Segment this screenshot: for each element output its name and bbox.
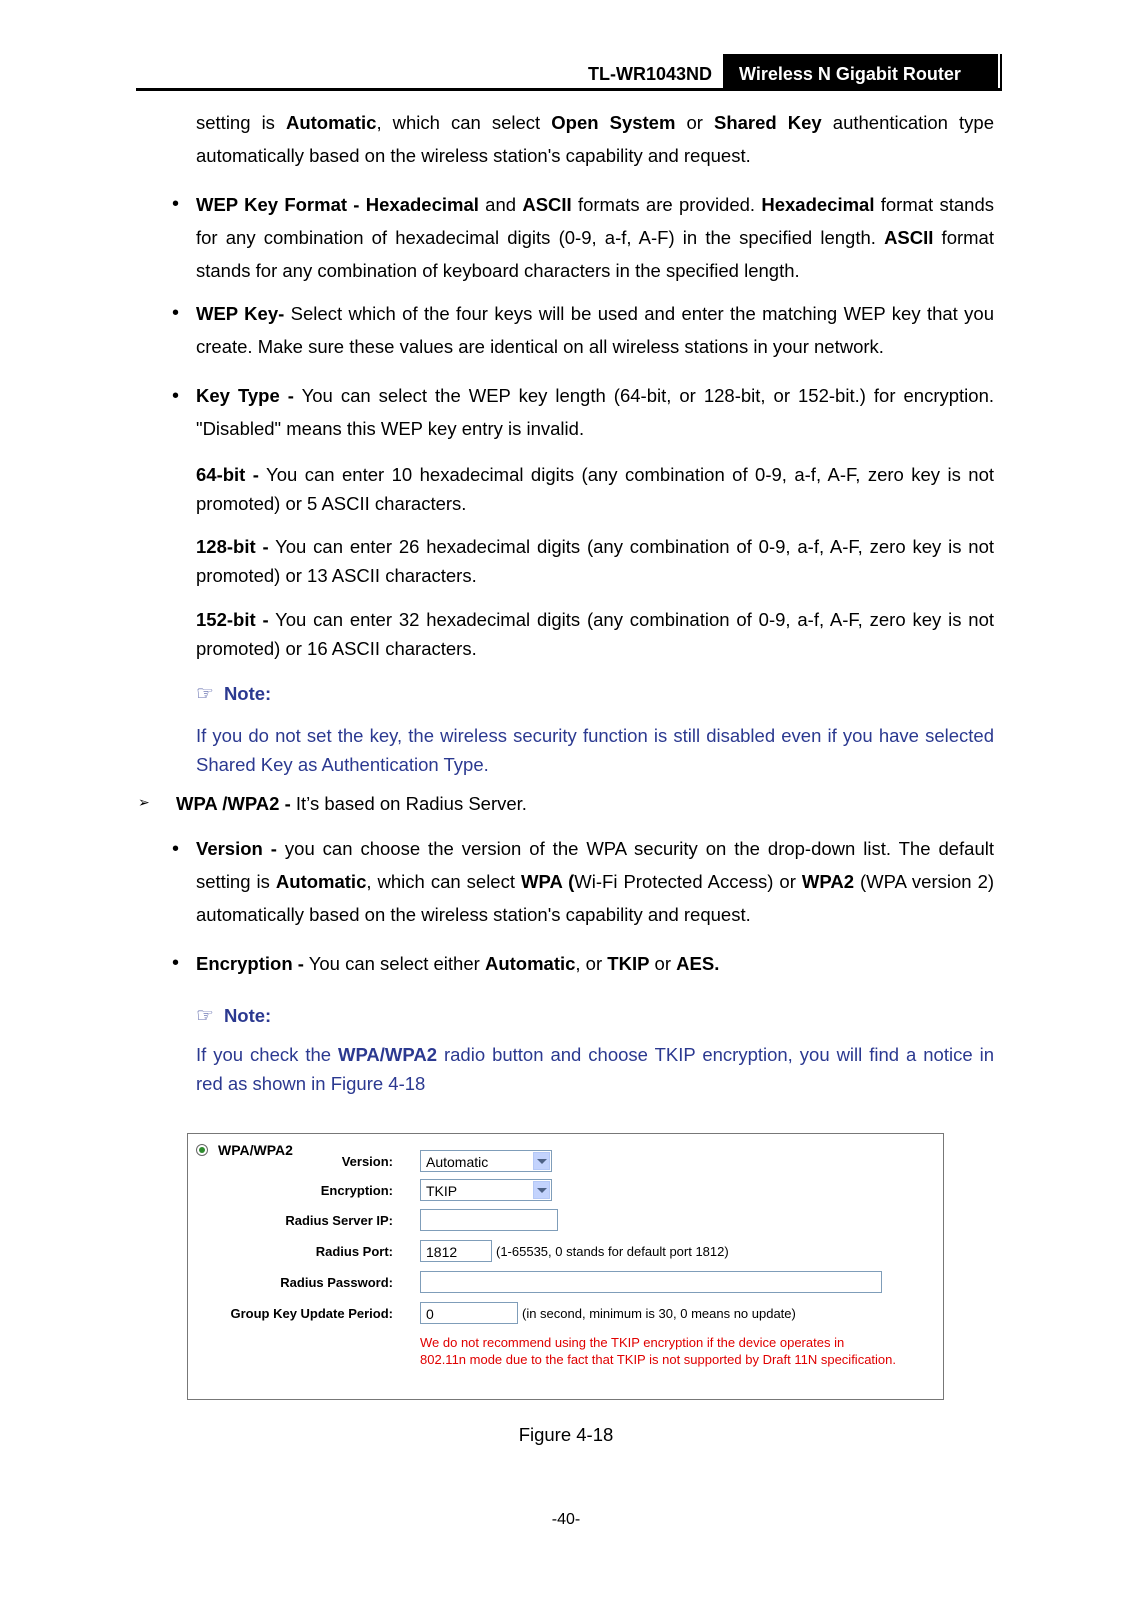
version-paragraph: Version - you can choose the version of the WPA security on the drop-down list. The default setting is Automatic, which can select WPA (Wi-Fi Protected Access) or WPA2 (WPA version 2) automatically based on the wireless station's capability and request. [196, 838, 995, 925]
radius-server-ip-label: Radius Server IP: [285, 1213, 393, 1228]
auth-type-paragraph: setting is Automatic, which can select Open System or Shared Key authentication type automatically based on the wireless station's capability and request. [196, 112, 994, 166]
note-wpa-text: If you check the WPA/WPA2 radio button and choose TKIP encryption, you will find a notice in red as shown in Figure 4-18 [196, 1044, 994, 1094]
header-rule [136, 88, 1002, 91]
note-heading: ☞ Note: [196, 683, 272, 705]
wpa-settings-figure [187, 1133, 944, 1400]
group-key-update-period-label: Group Key Update Period: [230, 1306, 393, 1321]
radius-port-hint: (1-65535, 0 stands for default port 1812) [496, 1244, 729, 1259]
tkip-warning-line-1: We do not recommend using the TKIP encryption if the device operates in [420, 1335, 845, 1350]
note-heading: ☞ Note: [196, 1005, 272, 1027]
arrow-bullet-icon: ➢ [138, 794, 150, 810]
group-key-update-period-input[interactable]: 0 [420, 1302, 518, 1324]
key-128bit-paragraph: 128-bit - You can enter 26 hexadecimal digits (any combination of 0-9, a-f, A-F, zero key is not promoted) or 13 ASCII characters. [196, 536, 994, 586]
header-product: Wireless N Gigabit Router [721, 54, 1002, 91]
header-model: TL-WR1043ND [587, 64, 712, 84]
radius-server-ip-input[interactable] [420, 1209, 558, 1231]
wep-key-format-paragraph: WEP Key Format - Hexadecimal and ASCII formats are provided. Hexadecimal format stands for any combination of hexadecimal digits (0-9, a-f, A-F) in the specified length. ASCII format stands for any combination of keyboard characters in the specified length. [196, 194, 994, 281]
bullet-icon: • [172, 838, 180, 860]
version-select[interactable]: Automatic [420, 1150, 552, 1172]
bullet-icon: • [172, 952, 180, 974]
radius-port-label: Radius Port: [315, 1244, 393, 1259]
radius-password-input[interactable] [420, 1271, 882, 1293]
radius-password-label: Radius Password: [280, 1275, 393, 1290]
radius-port-input[interactable]: 1812 [420, 1240, 492, 1262]
encryption-label: Encryption: [320, 1183, 393, 1198]
encryption-select[interactable]: TKIP [420, 1179, 552, 1201]
tkip-warning-line-2: 802.11n mode due to the fact that TKIP is not supported by Draft 11N specification. [420, 1352, 896, 1367]
chevron-down-icon[interactable] [533, 1152, 550, 1170]
bullet-icon: • [172, 193, 180, 215]
page-number: -40- [551, 1511, 581, 1528]
key-64bit-paragraph: 64-bit - You can enter 10 hexadecimal digits (any combination of 0-9, a-f, A-F, zero key is not promoted) or 5 ASCII characters. [196, 464, 995, 514]
bullet-icon: • [172, 385, 180, 407]
figure-caption: Figure 4-18 [518, 1424, 614, 1445]
version-label: Version: [341, 1154, 393, 1169]
note-wep-text: If you do not set the key, the wireless security function is still disabled even if you have selected Shared Key as Authentication Type. [196, 725, 994, 775]
wpa-heading-paragraph: WPA /WPA2 - It’s based on Radius Server. [176, 793, 527, 814]
key-type-paragraph: Key Type - You can select the WEP key length (64-bit, or 128-bit, or 152-bit.) for encryption. "Disabled" means this WEP key entry is invalid. [196, 385, 994, 439]
pointing-hand-icon: ☞ [196, 1005, 214, 1027]
pointing-hand-icon: ☞ [196, 683, 214, 705]
key-152bit-paragraph: 152-bit - You can enter 32 hexadecimal digits (any combination of 0-9, a-f, A-F, zero key is not promoted) or 16 ASCII characters. [196, 609, 994, 659]
wep-key-paragraph: WEP Key- Select which of the four keys will be used and enter the matching WEP key that you create. Make sure these values are identical on all wireless stations in your network. [196, 303, 995, 357]
bullet-icon: • [172, 302, 180, 324]
group-key-update-period-hint: (in second, minimum is 30, 0 means no update) [522, 1306, 796, 1321]
wpa-radio-label: WPA/WPA2 [218, 1142, 293, 1158]
chevron-down-icon[interactable] [533, 1181, 550, 1199]
encryption-paragraph: Encryption - You can select either Automatic, or TKIP or AES. [196, 953, 720, 974]
